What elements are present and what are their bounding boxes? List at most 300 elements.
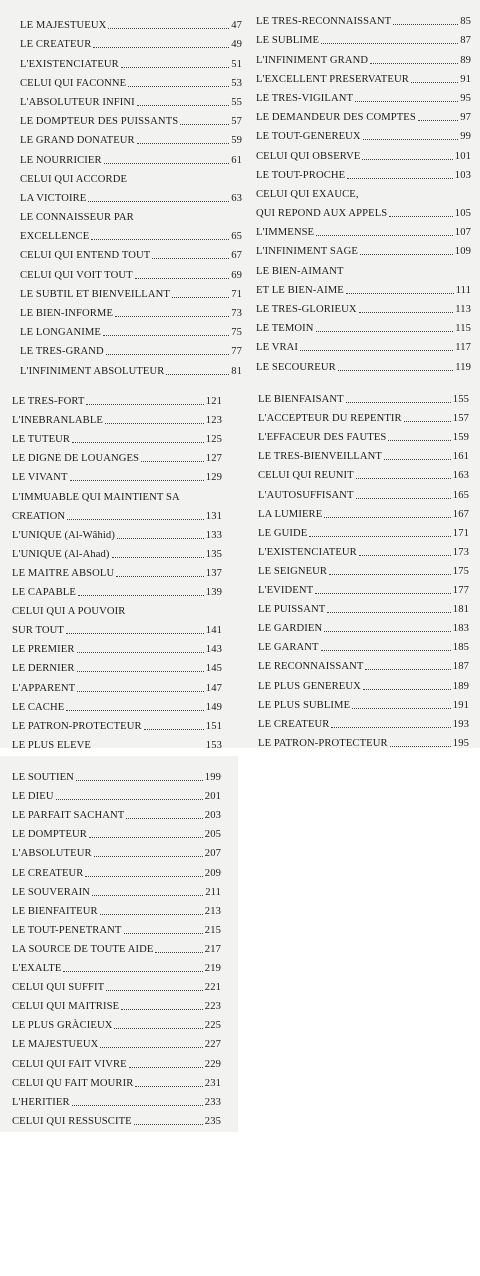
dot-leader — [135, 278, 230, 279]
entry-page-number: 91 — [460, 73, 471, 85]
entry-title: LE SEIGNEUR — [258, 565, 328, 577]
entry-title: L'INEBRANLABLE — [12, 415, 103, 427]
dot-leader — [356, 478, 451, 479]
entry-page-number: 101 — [454, 150, 471, 162]
entry-page-number: 73 — [231, 308, 242, 319]
toc-entry — [256, 124, 471, 143]
dot-leader — [370, 63, 458, 64]
entry-page-number: 129 — [205, 472, 222, 484]
dot-leader — [393, 24, 458, 25]
dot-leader — [338, 370, 453, 371]
entry-page-number: 223 — [204, 1001, 221, 1013]
toc-list — [20, 13, 242, 378]
entry-title: LE GUIDE — [258, 527, 308, 539]
dot-leader — [315, 593, 451, 594]
entry-title: L'INFINIMENT SAGE — [256, 246, 358, 258]
toc-entry — [12, 822, 221, 841]
toc-entry — [12, 937, 221, 956]
entry-title: L'EXALTE — [12, 963, 62, 975]
entry-title: L'AUTOSUFFISANT — [258, 489, 354, 501]
entry-page-number: 57 — [231, 116, 242, 128]
dot-leader — [100, 914, 203, 915]
dot-leader — [144, 729, 204, 730]
dot-leader — [137, 105, 229, 106]
toc-entry — [12, 918, 221, 937]
dot-leader — [121, 1009, 203, 1010]
toc-entry — [258, 521, 469, 540]
dot-leader — [66, 633, 204, 634]
entry-page-number: 85 — [460, 16, 471, 28]
dot-leader — [128, 86, 229, 87]
toc-entry — [12, 880, 221, 899]
entry-page-number: 121 — [205, 396, 222, 408]
entry-title: LE PUISSANT — [258, 604, 326, 616]
toc-entry — [256, 354, 471, 373]
dot-leader — [155, 952, 202, 953]
entry-title: LE PARFAIT SACHANT — [12, 810, 125, 822]
entry-title: LE MAJESTUEUX — [12, 1039, 99, 1051]
toc-entry — [20, 205, 242, 224]
entry-title: LE TRES-BIENVEILLANT — [258, 451, 382, 463]
entry-title: SUR TOUT — [12, 625, 64, 637]
dot-leader — [77, 652, 204, 653]
entry-title: L'IMMUABLE QUI MAINTIENT SA — [12, 491, 180, 503]
entry-title: CREATION — [12, 510, 66, 522]
entry-title: LE SECOUREUR — [256, 361, 336, 373]
entry-title: LE BIENFAITEUR — [12, 905, 98, 917]
dot-leader — [106, 990, 203, 991]
entry-title: LE TRES-GLORIEUX — [256, 304, 357, 315]
entry-title: LE CREATEUR — [258, 718, 330, 730]
entry-title: LE DEMANDEUR DES COMPTES — [256, 112, 416, 124]
entry-title: CELUI QUI EXAUCE, — [256, 188, 359, 200]
toc-entry — [12, 427, 222, 446]
dot-leader — [389, 216, 452, 217]
toc-entry — [12, 899, 221, 918]
entry-title: L'EXISTENCIATEUR — [20, 58, 119, 70]
entry-title: LE GARANT — [258, 642, 319, 654]
entry-page-number: 59 — [231, 135, 242, 147]
dot-leader — [300, 350, 453, 351]
entry-title: LE CREATEUR — [12, 867, 84, 879]
toc-entry — [12, 803, 221, 822]
dot-leader — [67, 519, 204, 520]
entry-title: LE GARDIEN — [258, 623, 323, 635]
toc-entry — [12, 523, 222, 542]
entry-title: LE TEMOIN — [256, 323, 314, 335]
entry-page-number: 99 — [460, 131, 471, 143]
toc-entry — [12, 656, 222, 675]
entry-title: LE TRES-VIGILANT — [256, 92, 354, 104]
dot-leader — [124, 933, 203, 934]
dot-leader — [72, 1105, 203, 1106]
entry-title: CELUI QUI ENTEND TOUT — [20, 250, 151, 262]
dot-leader — [141, 461, 204, 462]
toc-entry — [258, 673, 469, 692]
dot-leader — [129, 1067, 203, 1068]
entry-page-number: 109 — [454, 246, 471, 258]
entry-page-number: 235 — [204, 1115, 221, 1127]
toc-entry — [12, 389, 222, 408]
entry-page-number: 61 — [231, 154, 242, 166]
toc-entry — [20, 109, 242, 128]
toc-list — [12, 389, 222, 748]
entry-page-number: 199 — [204, 772, 221, 784]
entry-title: L'EXCELLENT PRESERVATEUR — [256, 73, 409, 85]
dot-leader — [116, 576, 204, 577]
entry-title: LE BIEN-AIMANT — [256, 265, 344, 277]
entry-page-number: 189 — [452, 680, 469, 692]
dot-leader — [117, 538, 204, 539]
toc-entry — [256, 316, 471, 335]
entry-title: L'INFINIMENT ABSOLUTEUR — [20, 365, 165, 377]
toc-entry — [256, 86, 471, 105]
toc-entry — [20, 320, 242, 339]
entry-title: LE TRES-FORT — [12, 396, 85, 408]
toc-entry — [12, 561, 222, 580]
entry-title: LE SOUVERAIN — [12, 886, 90, 898]
entry-page-number: 103 — [454, 169, 471, 181]
toc-entry — [20, 358, 242, 377]
entry-page-number: 195 — [452, 737, 469, 748]
dot-leader — [135, 1086, 202, 1087]
dot-leader — [105, 423, 204, 424]
entry-title: CELUI QUI FACONNE — [20, 77, 127, 89]
entry-title: LE TOUT-PROCHE — [256, 169, 346, 181]
toc-page-2 — [250, 0, 480, 382]
toc-entry — [12, 975, 221, 994]
toc-page-1 — [0, 0, 250, 382]
entry-title: LE CAPABLE — [12, 587, 76, 599]
dot-leader — [70, 480, 204, 481]
entry-title: LE DERNIER — [12, 663, 75, 675]
toc-list — [258, 387, 469, 748]
dot-leader — [114, 1028, 202, 1029]
dot-leader — [404, 421, 451, 422]
entry-page-number: 159 — [452, 432, 469, 444]
toc-entry — [256, 182, 471, 201]
dot-leader — [321, 43, 458, 44]
dot-leader — [134, 1124, 203, 1125]
entry-page-number: 167 — [452, 508, 469, 520]
entry-page-number: 71 — [231, 288, 242, 300]
dot-leader — [104, 163, 230, 164]
entry-title: CELUI QUI SUFFIT — [12, 982, 105, 994]
entry-title: LE PATRON-PROTECTEUR — [12, 720, 142, 732]
dot-leader — [78, 595, 204, 596]
entry-title: LE TOUT-PENETRANT — [12, 924, 122, 936]
dot-leader — [106, 354, 229, 355]
entry-page-number: 133 — [205, 529, 222, 541]
entry-page-number: 63 — [231, 192, 242, 204]
dot-leader — [93, 47, 229, 48]
dot-leader — [359, 312, 454, 313]
entry-title: LE SUBTIL ET BIENVEILLANT — [20, 288, 170, 300]
dot-leader — [359, 555, 451, 556]
dot-leader — [418, 120, 458, 121]
entry-page-number: 135 — [205, 548, 222, 560]
entry-page-number: 191 — [452, 699, 469, 711]
entry-page-number: 67 — [231, 250, 242, 262]
entry-page-number: 145 — [205, 663, 222, 675]
entry-page-number: 175 — [452, 565, 469, 577]
toc-entry — [20, 13, 242, 32]
dot-leader — [121, 67, 229, 68]
dot-leader — [126, 818, 203, 819]
entry-page-number: 141 — [205, 625, 222, 637]
entry-title: LE TOUT-GENEREUX — [256, 131, 361, 143]
toc-entry — [258, 463, 469, 482]
toc-entry — [256, 143, 471, 162]
dot-leader — [115, 316, 229, 317]
entry-page-number: 149 — [205, 701, 222, 713]
toc-entry — [256, 335, 471, 354]
entry-page-number: 227 — [204, 1039, 221, 1051]
entry-title: CELUI QU FAIT MOURIR — [12, 1077, 134, 1089]
entry-title: L'APPARENT — [12, 682, 76, 694]
entry-title: LE PLUS ELEVE — [12, 739, 91, 748]
entry-page-number: 125 — [205, 434, 222, 446]
entry-title: LA VICTOIRE — [20, 192, 87, 204]
toc-entry — [12, 618, 222, 637]
entry-title: LE BIEN-INFORME — [20, 308, 114, 319]
toc-entry — [258, 425, 469, 444]
toc-entry — [256, 201, 471, 220]
entry-page-number: 211 — [205, 886, 221, 898]
entry-title: L'ABSOLUTEUR — [12, 848, 92, 860]
entry-page-number: 131 — [205, 510, 222, 522]
entry-page-number: 113 — [455, 304, 471, 315]
dot-leader — [77, 671, 204, 672]
dot-leader — [411, 82, 458, 83]
dot-leader — [137, 143, 230, 144]
entry-page-number: 221 — [204, 982, 221, 994]
entry-page-number: 123 — [205, 415, 222, 427]
entry-page-number: 117 — [455, 342, 471, 354]
entry-page-number: 215 — [204, 924, 221, 936]
dot-leader — [92, 895, 203, 896]
entry-page-number: 137 — [205, 567, 222, 579]
entry-title: LE SUBLIME — [256, 35, 320, 47]
dot-leader — [72, 442, 204, 443]
entry-title: LE DIEU — [12, 791, 54, 803]
toc-entry — [12, 956, 221, 975]
toc-entry — [258, 635, 469, 654]
entry-page-number: 153 — [205, 739, 222, 748]
entry-page-number: 155 — [452, 394, 469, 406]
dot-leader — [360, 254, 453, 255]
toc-entry — [258, 654, 469, 673]
entry-title: CELUI QUI MAITRISE — [12, 1001, 120, 1013]
toc-entry — [12, 1071, 221, 1090]
entry-title: L'ABSOLUTEUR INFINI — [20, 96, 135, 108]
toc-entry — [12, 1090, 221, 1109]
dot-leader — [309, 536, 450, 537]
toc-entry — [12, 784, 221, 803]
toc-entry — [12, 580, 222, 599]
entry-page-number: 77 — [231, 346, 242, 358]
entry-page-number: 225 — [204, 1020, 221, 1032]
dot-leader — [66, 710, 204, 711]
toc-entry — [12, 446, 222, 465]
entry-title: L'INFINIMENT GRAND — [256, 54, 369, 66]
dot-leader — [88, 201, 229, 202]
dot-leader — [152, 258, 229, 259]
toc-entry — [12, 542, 222, 561]
toc-entry — [12, 714, 222, 733]
entry-title: LE GRAND DONATEUR — [20, 135, 135, 147]
dot-leader — [94, 856, 203, 857]
dot-leader — [103, 335, 229, 336]
entry-title: LE BIENFAISANT — [258, 394, 344, 406]
entry-page-number: 69 — [231, 269, 242, 281]
toc-entry — [12, 1051, 221, 1070]
dot-leader — [77, 691, 204, 692]
toc-entry — [12, 504, 222, 523]
toc-entry — [258, 559, 469, 578]
entry-page-number: 217 — [204, 943, 221, 955]
toc-entry — [12, 1013, 221, 1032]
toc-entry — [256, 163, 471, 182]
entry-page-number: 127 — [205, 453, 222, 465]
dot-leader — [365, 669, 450, 670]
entry-page-number: 75 — [231, 327, 242, 339]
dot-leader — [327, 612, 450, 613]
entry-title: LE PLUS SUBLIME — [258, 699, 351, 711]
entry-page-number: 165 — [452, 489, 469, 501]
entry-title: CELUI QUI VOIT TOUT — [20, 269, 133, 281]
entry-page-number: 147 — [205, 682, 222, 694]
dot-leader — [331, 727, 450, 728]
entry-page-number: 157 — [452, 413, 469, 425]
entry-page-number: 151 — [205, 720, 222, 732]
entry-title: L'UNIQUE (Al-Wâhid) — [12, 529, 115, 541]
entry-page-number: 95 — [460, 92, 471, 104]
toc-entry — [258, 482, 469, 501]
entry-page-number: 181 — [452, 604, 469, 616]
dot-leader — [363, 139, 459, 140]
dot-leader — [352, 708, 451, 709]
entry-title: LE TRES-GRAND — [20, 346, 104, 358]
entry-title: LE VRAI — [256, 342, 298, 354]
entry-page-number: 89 — [460, 54, 471, 66]
entry-page-number: 177 — [452, 585, 469, 597]
dot-leader — [347, 178, 453, 179]
entry-title: EXCELLENCE — [20, 231, 90, 243]
entry-page-number: 65 — [231, 231, 242, 243]
toc-entry — [20, 167, 242, 186]
toc-entry — [20, 339, 242, 358]
toc-page-4 — [246, 382, 480, 748]
toc-entry — [12, 733, 222, 748]
entry-title: L'EVIDENT — [258, 585, 314, 597]
entry-title: CELUI QUI A POUVOIR — [12, 606, 126, 618]
toc-entry — [256, 47, 471, 66]
entry-page-number: 231 — [204, 1077, 221, 1089]
entry-page-number: 219 — [204, 963, 221, 975]
entry-title: CELUI QUI ACCORDE — [20, 173, 128, 185]
entry-page-number: 139 — [205, 587, 222, 599]
toc-entry — [12, 637, 222, 656]
entry-page-number: 209 — [204, 867, 221, 879]
toc-entry — [20, 282, 242, 301]
entry-title: QUI REPOND AUX APPELS — [256, 208, 388, 220]
toc-entry — [12, 599, 222, 618]
entry-page-number: 105 — [454, 208, 471, 220]
toc-list — [12, 765, 221, 1128]
toc-entry — [258, 578, 469, 597]
entry-page-number: 47 — [231, 20, 242, 32]
toc-entry — [20, 147, 242, 166]
dot-leader — [89, 837, 203, 838]
dot-leader — [346, 293, 454, 294]
toc-entry — [256, 105, 471, 124]
entry-page-number: 119 — [455, 361, 471, 373]
entry-title: CELUI QUI FAIT VIVRE — [12, 1058, 127, 1070]
entry-title: L'EFFACEUR DES FAUTES — [258, 432, 387, 444]
toc-entry — [12, 408, 222, 427]
toc-entry — [256, 239, 471, 258]
entry-title: LE SOUTIEN — [12, 772, 74, 784]
toc-entry — [258, 444, 469, 463]
toc-entry — [258, 731, 469, 748]
toc-entry — [258, 693, 469, 712]
entry-page-number: 171 — [452, 527, 469, 539]
dot-leader — [324, 517, 451, 518]
toc-entry — [12, 1032, 221, 1051]
entry-title: LE PLUS GRÀCIEUX — [12, 1020, 113, 1032]
entry-page-number: 53 — [231, 77, 242, 89]
dot-leader — [346, 402, 451, 403]
toc-entry — [12, 695, 222, 714]
entry-title: LE PATRON-PROTECTEUR — [258, 737, 388, 748]
entry-title: LE MAITRE ABSOLU — [12, 567, 115, 579]
entry-page-number: 143 — [205, 644, 222, 656]
dot-leader — [316, 331, 454, 332]
dot-leader — [362, 159, 452, 160]
toc-entry — [12, 841, 221, 860]
entry-page-number: 49 — [231, 39, 242, 51]
entry-title: CELUI QUI REUNIT — [258, 470, 354, 482]
entry-title: LE RECONNAISSANT — [258, 661, 364, 673]
entry-page-number: 81 — [231, 365, 242, 377]
entry-title: CELUI QUI RESSUSCITE — [12, 1115, 132, 1127]
entry-page-number: 107 — [454, 227, 471, 239]
entry-title: LE TRES-RECONNAISSANT — [256, 16, 392, 28]
entry-title: LE NOURRICIER — [20, 154, 102, 166]
entry-page-number: 207 — [204, 848, 221, 860]
dot-leader — [100, 1047, 202, 1048]
entry-title: LE MAJESTUEUX — [20, 20, 107, 32]
entry-page-number: 55 — [231, 96, 242, 108]
toc-entry — [256, 67, 471, 86]
toc-entry — [258, 387, 469, 406]
entry-page-number: 213 — [204, 905, 221, 917]
entry-title: LA LUMIERE — [258, 508, 323, 520]
entry-title: L'HERITIER — [12, 1096, 70, 1108]
dot-leader — [166, 374, 229, 375]
dot-leader — [85, 876, 202, 877]
toc-entry — [256, 9, 471, 28]
entry-title: LE CACHE — [12, 701, 65, 713]
toc-entry — [20, 224, 242, 243]
entry-page-number: 87 — [460, 35, 471, 47]
entry-page-number: 163 — [452, 470, 469, 482]
entry-title: LE PREMIER — [12, 644, 75, 656]
entry-page-number: 193 — [452, 718, 469, 730]
toc-entry — [20, 51, 242, 70]
entry-title: LE DOMPTEUR DES PUISSANTS — [20, 116, 179, 128]
